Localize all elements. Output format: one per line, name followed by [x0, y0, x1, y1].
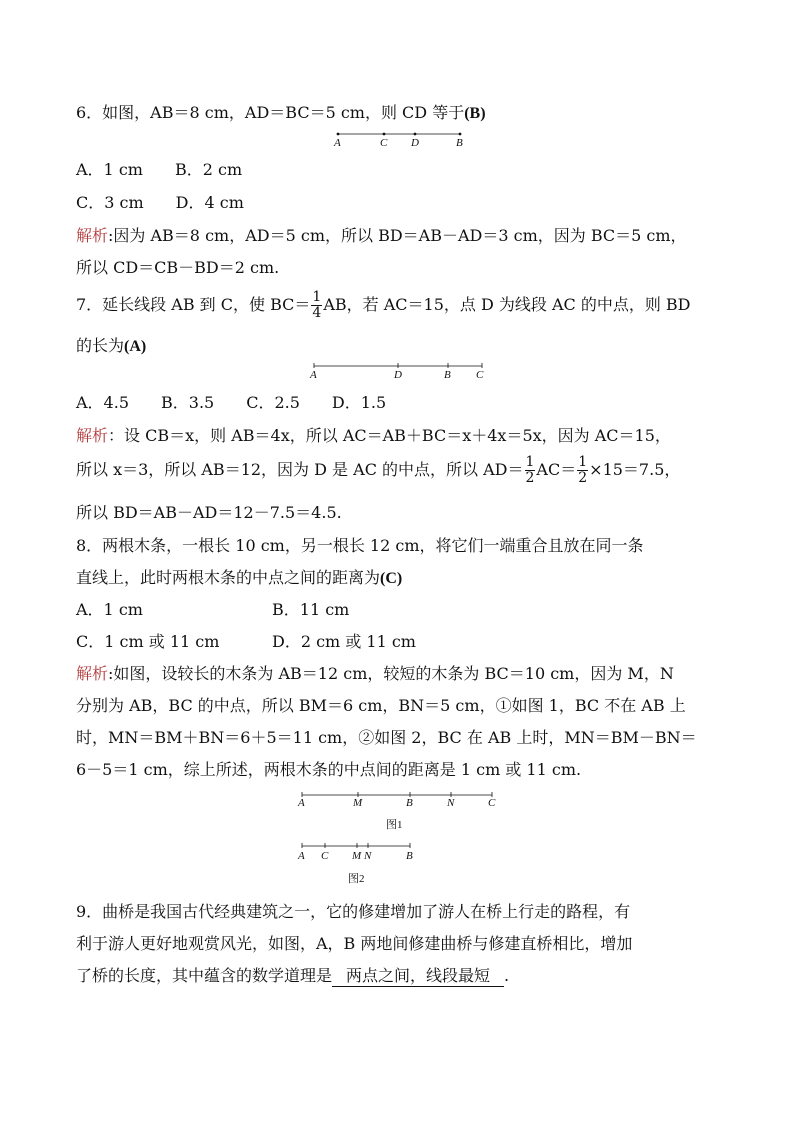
q8-option-b: B．11 cm	[272, 600, 350, 619]
q8-figure-1	[296, 790, 506, 836]
q6-label-a: A	[334, 137, 341, 149]
fig2-label-c: C	[321, 850, 329, 862]
fig2-label-n: N	[364, 850, 372, 862]
q9-stem-line1: 9．曲桥是我国古代经典建筑之一，它的修建增加了游人在桥上行走的路程，有	[76, 902, 631, 921]
q6-figure	[330, 128, 470, 150]
q8-analysis-line4: 6－5＝1 cm，综上所述，两根木条的中点间的距离是 1 cm 或 11 cm.	[76, 760, 582, 779]
q7-fraction: $\frac{1}{4}$	[312, 289, 322, 321]
fig2-label-b: B	[406, 850, 413, 862]
q6-label-d: D	[411, 137, 419, 149]
q8-stem-line2: 直线上，此时两根木条的中点之间的距离为(C)	[76, 568, 403, 587]
q8-figure-2	[296, 840, 426, 890]
q9-stem-line3: 了桥的长度，其中蕴含的数学道理是 两点之间，线段最短 .	[76, 966, 510, 985]
q6-answer: (B)	[464, 105, 486, 122]
q7-analysis-line2: 所以 x＝3，所以 AB＝12，因为 D 是 AC 的中点，所以 AD＝ $\frac{1}{2}$ AC＝ $\frac{1}{2}$ ×15＝7.5，	[76, 454, 681, 486]
q7-options: A．4.5 B．3.5 C．2.5 D．1.5	[76, 393, 387, 412]
q7-figure	[310, 360, 490, 382]
q6-stem: 6．如图，AB＝8 cm，AD＝BC＝5 cm，则 CD 等于(B)	[76, 103, 486, 122]
fig1-caption: 图1	[386, 819, 403, 831]
q6-analysis-line2: 所以 CD＝CB－BD＝2 cm.	[76, 258, 280, 277]
q6-point-a	[337, 133, 340, 136]
q7-stem-line2: 的长为(A)	[76, 336, 147, 355]
q7-analysis-tag: 解析	[76, 426, 109, 445]
q7-label-d: D	[394, 369, 402, 381]
q7-half-fraction-2: $\frac{1}{2}$	[578, 454, 588, 486]
q8-analysis-line3: 时，MN＝BM＋BN＝6＋5＝11 cm，②如图 2，BC 在 AB 上时，MN＝BM－BN＝	[76, 728, 697, 747]
q7-stem: 7．延长线段 AB 到 C，使 BC＝ $\frac{1}{4}$ AB，若 AC＝15，点 D 为线段 AC 的中点，则 BD	[76, 289, 691, 321]
fig2-label-a: A	[298, 850, 305, 862]
q6-options-row2: C．3 cm D．4 cm	[76, 193, 244, 212]
q8-analysis-line2: 分别为 AB，BC 的中点，所以 BM＝6 cm，BN＝5 cm，①如图 1，BC 不在 AB 上	[76, 696, 686, 715]
q6-point-b	[459, 133, 462, 136]
fig1-label-c: C	[488, 797, 496, 809]
fig1-label-b: B	[406, 797, 413, 809]
q6-point-d	[414, 133, 417, 136]
q7-label-a: A	[310, 369, 317, 381]
q8-option-a: A．1 cm	[76, 600, 143, 619]
fig2-label-m: M	[352, 850, 362, 862]
q7-label-b: B	[444, 369, 451, 381]
fig2-caption: 图2	[348, 873, 365, 885]
q8-option-c: C．1 cm 或 11 cm	[76, 632, 220, 651]
q9-answer-blank: 两点之间，线段最短	[332, 966, 504, 987]
q7-analysis-line1: 解析：设 CB＝x，则 AB＝4x，所以 AC＝AB＋BC＝x＋4x＝5x，因为 AC＝15，	[76, 426, 671, 445]
q6-label-c: C	[380, 137, 388, 149]
q8-stem-line1: 8．两根木条，一根长 10 cm，另一根长 12 cm，将它们一端重合且放在同一条	[76, 536, 644, 555]
q6-point-c	[383, 133, 386, 136]
fig1-label-a: A	[298, 797, 305, 809]
q8-answer: (C)	[380, 570, 403, 587]
q8-analysis-tag: 解析	[76, 664, 109, 683]
q8-analysis-line1: 解析:如图，设较长的木条为 AB＝12 cm，较短的木条为 BC＝10 cm，因为 M，N	[76, 664, 674, 683]
fig1-label-m: M	[353, 797, 363, 809]
q9-stem-line2: 利于游人更好地观赏风光，如图，A，B 两地间修建曲桥与修建直桥相比，增加	[76, 934, 633, 953]
q7-half-fraction-1: $\frac{1}{2}$	[525, 454, 535, 486]
q6-analysis-tag: 解析	[76, 226, 109, 245]
q6-label-b: B	[456, 137, 463, 149]
q7-analysis-line3: 所以 BD＝AB－AD＝12－7.5＝4.5.	[76, 503, 342, 522]
q6-analysis-line1: 解析:因为 AB＝8 cm，AD＝5 cm，所以 BD＝AB－AD＝3 cm，因为 BC＝5 cm，	[76, 226, 687, 245]
q8-option-d: D．2 cm 或 11 cm	[272, 632, 416, 651]
q6-options-row1: A．1 cm B．2 cm	[76, 160, 243, 179]
q7-answer: (A)	[124, 338, 147, 355]
q7-label-c: C	[476, 369, 484, 381]
fig1-label-n: N	[447, 797, 455, 809]
